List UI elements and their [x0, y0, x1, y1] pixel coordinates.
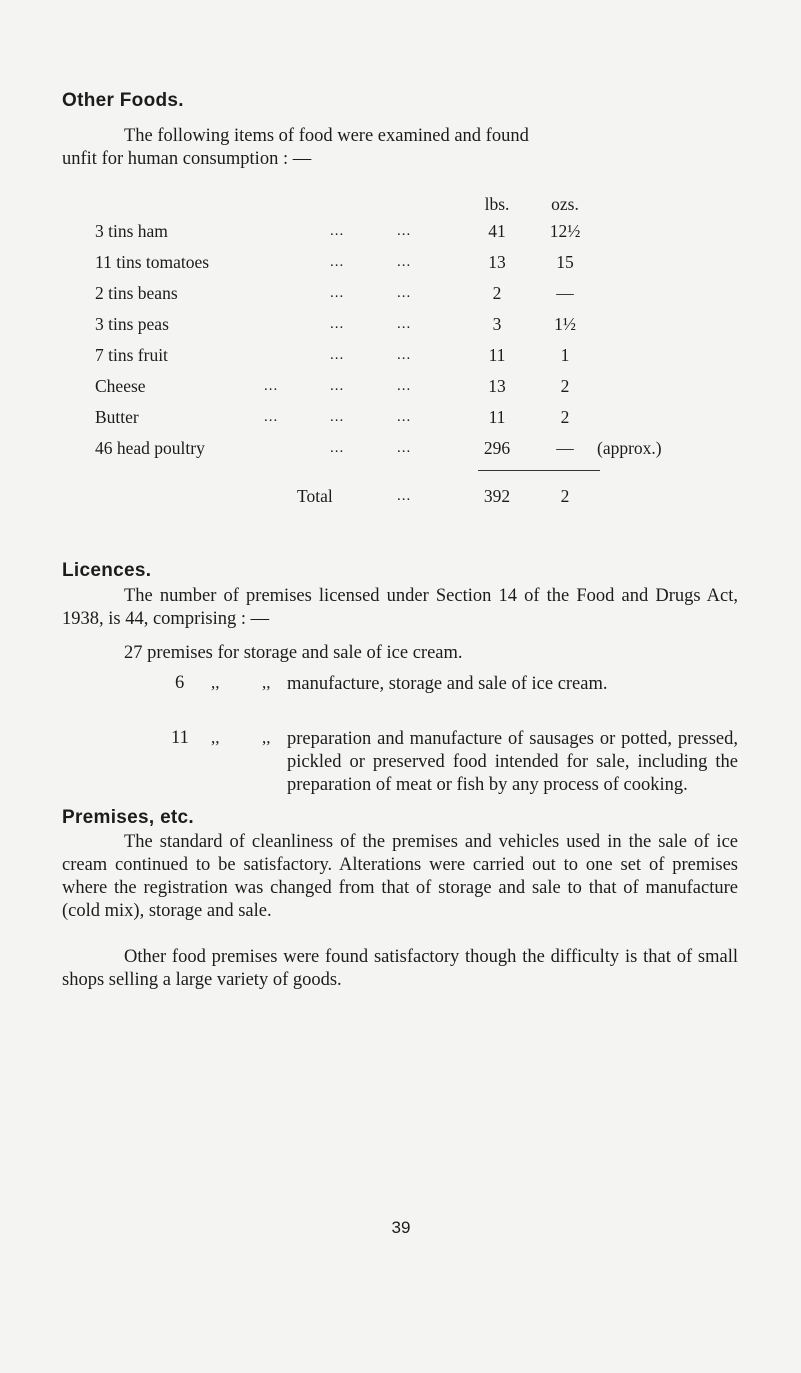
item-lbs: 41: [488, 221, 506, 241]
column-header-ozs: ozs.: [551, 194, 579, 214]
leader-dots: ...: [397, 285, 412, 301]
total-rule: [478, 470, 600, 471]
licence-number: 6: [175, 673, 185, 693]
column-header-lbs: lbs.: [484, 194, 510, 214]
other-foods-heading: Other Foods.: [62, 90, 184, 111]
premises-heading: Premises, etc.: [62, 807, 195, 828]
total-label: Total: [297, 486, 333, 506]
item-name: 3 tins peas: [95, 314, 169, 334]
leader-dots: ...: [330, 409, 345, 425]
premises-paragraph-1: The standard of cleanliness of the premises and vehicles used in the sale of ice cream continued to be satisfactory. Alterations were carried out to one set of premises where the registration was changed from that of storage and sale to that of manufacture (cold mix), storage and sale.: [62, 832, 738, 921]
item-name: 46 head poultry: [95, 438, 205, 458]
item-ozs: 2: [560, 376, 570, 396]
item-ozs: 12½: [549, 221, 581, 241]
leader-dots: ...: [330, 285, 345, 301]
leader-dots: ...: [264, 409, 279, 425]
leader-dots: ...: [397, 488, 412, 504]
item-name: 7 tins fruit: [95, 345, 168, 365]
licences-first-line: 27 premises for storage and sale of ice cream.: [124, 643, 463, 663]
leader-dots: ...: [397, 440, 412, 456]
item-ozs: 1: [560, 345, 570, 365]
item-ozs: —: [556, 438, 574, 458]
licences-heading: Licences.: [62, 560, 152, 581]
leader-dots: ...: [330, 254, 345, 270]
leader-dots: ...: [397, 378, 412, 394]
item-name: Cheese: [95, 376, 146, 396]
leader-dots: ...: [397, 316, 412, 332]
other-foods-intro-line2: unfit for human consumption : —: [62, 149, 312, 169]
page-number: 39: [391, 1218, 411, 1237]
leader-dots: ...: [330, 223, 345, 239]
item-lbs: 3: [492, 314, 502, 334]
ditto-mark: ,,: [211, 728, 220, 747]
leader-dots: ...: [330, 347, 345, 363]
item-name: 3 tins ham: [95, 221, 168, 241]
leader-dots: ...: [397, 223, 412, 239]
licence-description: preparation and manufacture of sausages or potted, pressed, pickled or preserved food intended for sale, including the preparation of meat or fish by any process of cooking.: [287, 729, 738, 795]
licence-number: 11: [171, 728, 189, 748]
item-lbs: 11: [488, 407, 506, 427]
item-name: Butter: [95, 407, 139, 427]
ditto-mark: ,,: [262, 673, 271, 692]
item-lbs: 296: [483, 438, 511, 458]
leader-dots: ...: [330, 378, 345, 394]
item-ozs: 15: [556, 252, 574, 272]
item-lbs: 13: [488, 376, 506, 396]
total-ozs: 2: [560, 486, 570, 506]
item-lbs: 11: [488, 345, 506, 365]
total-lbs: 392: [483, 486, 511, 506]
leader-dots: ...: [397, 347, 412, 363]
ditto-mark: ,,: [262, 728, 271, 747]
licence-description: manufacture, storage and sale of ice cream.: [287, 674, 608, 694]
other-foods-intro-line1: The following items of food were examined and found: [124, 126, 529, 146]
item-ozs: 1½: [554, 314, 576, 334]
item-lbs: 2: [492, 283, 502, 303]
item-name: 2 tins beans: [95, 283, 178, 303]
leader-dots: ...: [397, 409, 412, 425]
ditto-mark: ,,: [211, 673, 220, 692]
leader-dots: ...: [330, 440, 345, 456]
leader-dots: ...: [330, 316, 345, 332]
item-name: 11 tins tomatoes: [95, 252, 210, 272]
item-lbs: 13: [488, 252, 506, 272]
premises-paragraph-2: Other food premises were found satisfactory though the difficulty is that of small shops selling a large variety of goods.: [62, 947, 738, 990]
item-note: (approx.): [597, 438, 662, 458]
item-ozs: 2: [560, 407, 570, 427]
leader-dots: ...: [264, 378, 279, 394]
leader-dots: ...: [397, 254, 412, 270]
licences-intro: The number of premises licensed under Section 14 of the Food and Drugs Act, 1938, is 44, comprising : —: [62, 586, 738, 629]
item-ozs: —: [556, 283, 574, 303]
